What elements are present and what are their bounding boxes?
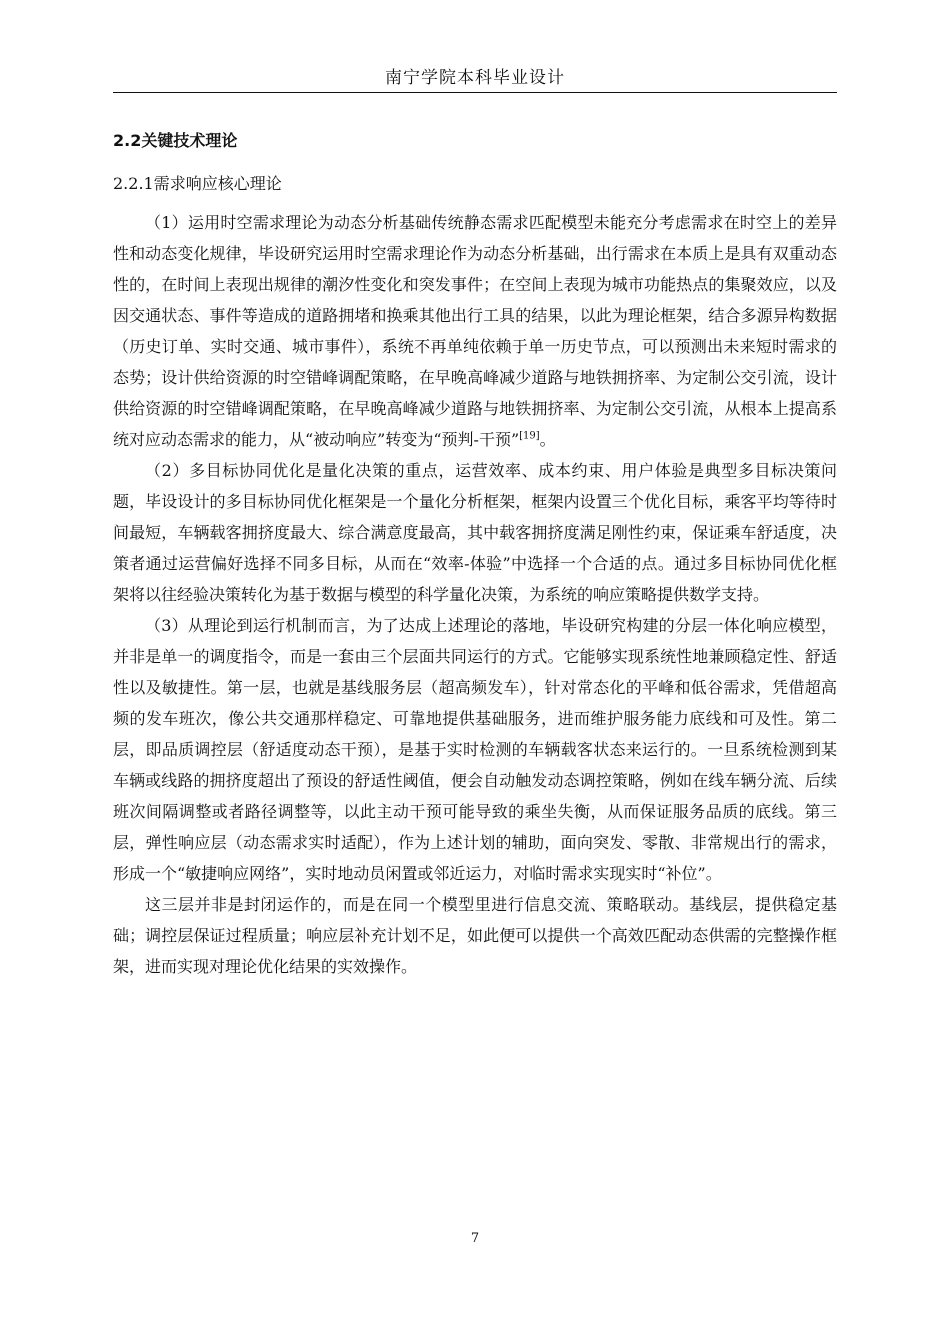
page-body <box>113 126 837 982</box>
citation-19: [19] <box>519 430 540 442</box>
subsection-heading: 2.2.1需求响应核心理论 <box>113 174 282 193</box>
page-number: 7 <box>470 1231 480 1246</box>
page-header-title: 南宁学院本科毕业设计 <box>385 68 565 88</box>
paragraph-1-tail: 。 <box>539 430 556 449</box>
paragraph-4: 这三层并非是封闭运作的，而是在同一个模型里进行信息交流、策略联动。基线层，提供稳定基础；调控层保证过程质量；响应层补充计划不足，如此便可以提供一个高效匹配动态供需的完整操作框架，进而实现对理论优化结果的实效操作。 <box>113 895 837 976</box>
paragraph-3: （3）从理论到运行机制而言，为了达成上述理论的落地，毕设研究构建的分层一体化响应模型，并非是单一的调度指令，而是一套由三个层面共同运行的方式。它能够实现系统性地兼顾稳定性、舒适性以及敏捷性。第一层，也就是基线服务层（超高频发车），针对常态化的平峰和低谷需求，凭借超高频的发车班次，像公共交通那样稳定、可靠地提供基础服务，进而维护服务能力底线和可及性。第二层，即品质调控层（舒适度动态干预），是基于实时检测的车辆载客状态来运行的。一旦系统检测到某车辆或线路的拥挤度超出了预设的舒适性阈值，便会自动触发动态调控策略，例如在线车辆分流、后续班次间隔调整或者路径调整等，以此主动干预可能导致的乘坐失衡，从而保证服务品质的底线。第三层，弹性响应层（动态需求实时适配），作为上述计划的辅助，面向突发、零散、非常规出行的需求，形成一个“敏捷响应网络”，实时地动员闲置或邻近运力，对临时需求实现实时“补位”。 <box>113 616 837 883</box>
paragraph-1-text: （1）运用时空需求理论为动态分析基础传统静态需求匹配模型未能充分考虑需求在时空上的差异性和动态变化规律，毕设研究运用时空需求理论作为动态分析基础，出行需求在本质上是具有双重动态性的，在时间上表现出规律的潮汐性变化和突发事件；在空间上表现为城市功能热点的集聚效应，以及因交通状态、事件等造成的道路拥堵和换乘其他出行工具的结果，以此为理论框架，结合多源异构数据（历史订单、实时交通、城市事件），系统不再单纯依赖于单一历史节点，可以预测出未来短时需求的态势；设计供给资源的时空错峰调配策略，在早晚高峰减少道路与地铁拥挤率、为定制公交引流，设计供给资源的时空错峰调配策略，在早晚高峰减少道路与地铁拥挤率、为定制公交引流，从根本上提高系统对应动态需求的能力，从“被动响应”转变为“预判-干预” <box>113 213 837 449</box>
paragraph-1 <box>113 207 837 455</box>
section-heading: 2.2关键技术理论 <box>113 131 238 150</box>
header-divider <box>113 92 837 93</box>
paragraph-2: （2）多目标协同优化是量化决策的重点，运营效率、成本约束、用户体验是典型多目标决策问题，毕设设计的多目标协同优化框架是一个量化分析框架，框架内设置三个优化目标，乘客平均等待时间最短，车辆载客拥挤度最大、综合满意度最高，其中载客拥挤度满足刚性约束，保证乘车舒适度，决策者通过运营偏好选择不同多目标，从而在“效率-体验”中选择一个合适的点。通过多目标协同优化框架将以往经验决策转化为基于数据与模型的科学量化决策，为系统的响应策略提供数学支持。 <box>113 461 837 604</box>
